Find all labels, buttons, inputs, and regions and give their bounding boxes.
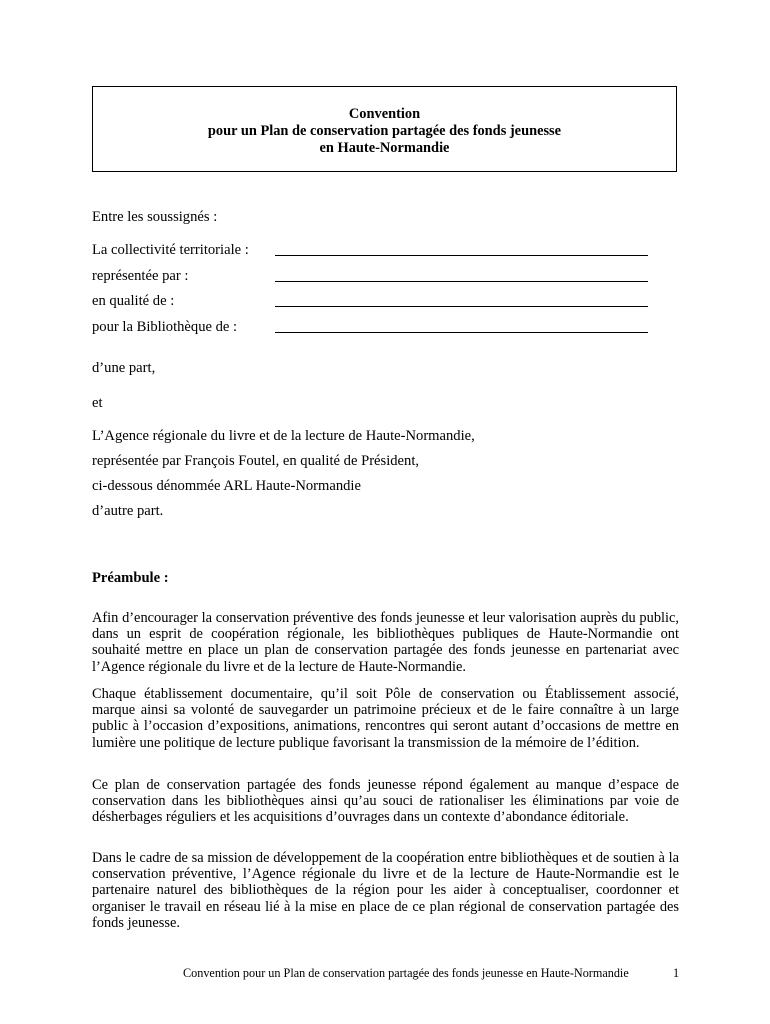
- preamble-paragraph: Afin d’encourager la conservation préventive des fonds jeunesse et leur valorisation auprès du public, dans un esprit de coopération régionale, les bibliothèques publiques de Haute-Normandie ont souhaité mettre en place un plan de conservation partagée des fonds jeunesse en partenariat avec l’Agence régionale du livre et de la lecture de Haute-Normandie.: [92, 610, 679, 675]
- field-label: pour la Bibliothèque de :: [92, 319, 238, 335]
- field-collectivite: [92, 241, 648, 259]
- footer-text: Convention pour un Plan de conservation partagée des fonds jeunesse en Haute-Normandie: [183, 966, 629, 980]
- preamble-paragraph: Dans le cadre de sa mission de développement de la coopération entre bibliothèques et de soutien à la conservation préventive, l’Agence régionale du livre et de la lecture de Haute-Normandie est le partenaire naturel des bibliothèques de la région pour les aider à conceptualiser, coordonner et organiser le travail en réseau lié à la mise en place de ce plan régional de conservation partagée des fonds jeunesse.: [92, 850, 679, 931]
- title-line-2: pour un Plan de conservation partagée des fonds jeunesse: [207, 123, 562, 139]
- preamble-paragraph: Chaque établissement documentaire, qu’il soit Pôle de conservation ou Établissement associé, marque ainsi sa volonté de sauvegarder un patrimoine précieux et de le faire connaître à un large public à l’occasion d’expositions, animations, rencontres qui seront autant d’occasions de mettre en lumière une politique de lecture publique favorisant la transmission de la mémoire de l’édition.: [92, 686, 679, 751]
- first-part-text: d’une part,: [92, 360, 156, 376]
- field-label: La collectivité territoriale :: [92, 242, 249, 258]
- agency-name: L’Agence régionale du livre et de la lecture de Haute-Normandie,: [92, 428, 475, 444]
- blank-line: [275, 281, 648, 282]
- field-qualite: [92, 292, 648, 310]
- blank-line: [275, 255, 648, 256]
- preamble-heading: Préambule :: [92, 570, 169, 586]
- title-line-1: Convention: [348, 106, 421, 122]
- page-number: 1: [673, 966, 680, 980]
- blank-line: [275, 332, 648, 333]
- other-part-text: d’autre part.: [92, 503, 164, 519]
- and-text: et: [92, 395, 103, 411]
- preamble-paragraph: Ce plan de conservation partagée des fonds jeunesse répond également au manque d’espace de conservation dans les bibliothèques ainsi qu’au souci de rationaliser les éliminations par voie de désherbages réguliers et les acquisitions d’ouvrages dans un contexte d’abondance éditoriale.: [92, 777, 679, 826]
- agency-denomination: ci-dessous dénommée ARL Haute-Normandie: [92, 478, 361, 494]
- title-box: [92, 86, 677, 172]
- field-label: en qualité de :: [92, 293, 175, 309]
- blank-line: [275, 306, 648, 307]
- title-line-3: en Haute-Normandie: [319, 140, 450, 156]
- agency-representative: représentée par François Foutel, en qualité de Président,: [92, 453, 420, 469]
- field-representee: [92, 267, 648, 285]
- field-label: représentée par :: [92, 268, 189, 284]
- field-bibliotheque: [92, 318, 648, 336]
- intro-text: Entre les soussignés :: [92, 209, 218, 225]
